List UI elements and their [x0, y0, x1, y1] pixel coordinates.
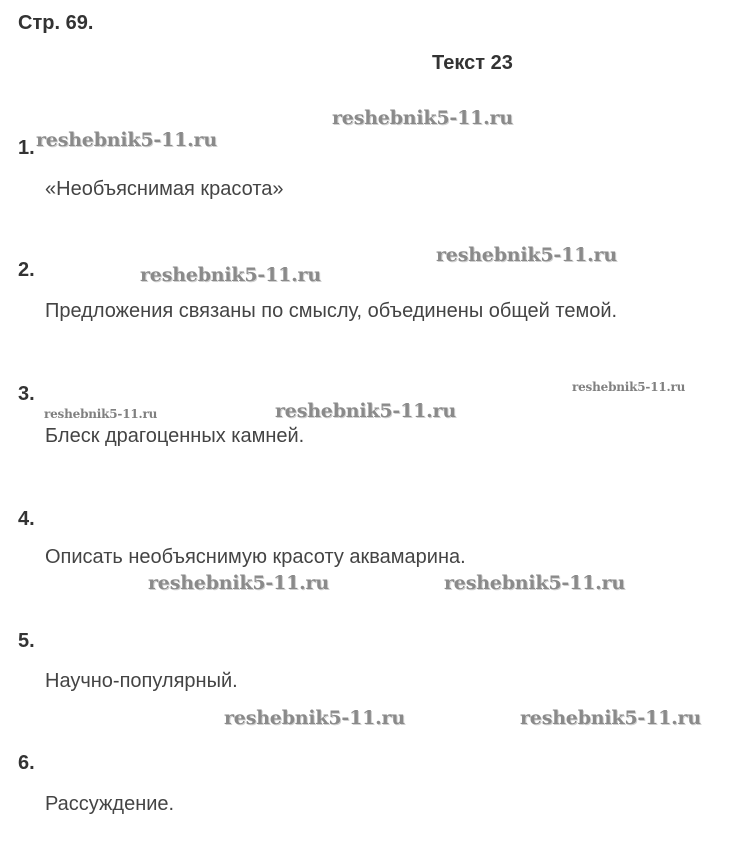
answer-text-6: Рассуждение. — [45, 793, 175, 815]
answer-text-2: Предложения связаны по смыслу, объединены общей темой. — [45, 300, 618, 322]
answer-text-5: Научно-популярный. — [45, 670, 238, 692]
watermark: reshebnik5-11.ru — [520, 707, 701, 729]
watermark: reshebnik5-11.ru — [275, 400, 456, 422]
answer-text-3: Блеск драгоценных камней. — [45, 425, 305, 447]
answer-number-3: 3. — [18, 383, 35, 405]
answer-number-4: 4. — [18, 508, 35, 530]
watermark: reshebnik5-11.ru — [444, 572, 625, 594]
answer-text-1: «Необъяснимая красота» — [45, 178, 284, 200]
watermark: reshebnik5-11.ru — [572, 380, 686, 394]
answer-number-2: 2. — [18, 259, 35, 281]
document-title: Текст 23 — [432, 52, 513, 74]
watermark: reshebnik5-11.ru — [140, 264, 321, 286]
watermark: reshebnik5-11.ru — [224, 707, 405, 729]
watermark: reshebnik5-11.ru — [36, 129, 217, 151]
watermark: reshebnik5-11.ru — [332, 107, 513, 129]
answer-number-1: 1. — [18, 137, 35, 159]
answer-number-6: 6. — [18, 752, 35, 774]
page-label: Стр. 69. — [18, 12, 94, 34]
watermark: reshebnik5-11.ru — [44, 407, 158, 421]
watermark: reshebnik5-11.ru — [436, 244, 617, 266]
answer-number-5: 5. — [18, 630, 35, 652]
answer-text-4: Описать необъяснимую красоту аквамарина. — [45, 546, 466, 568]
watermark: reshebnik5-11.ru — [148, 572, 329, 594]
